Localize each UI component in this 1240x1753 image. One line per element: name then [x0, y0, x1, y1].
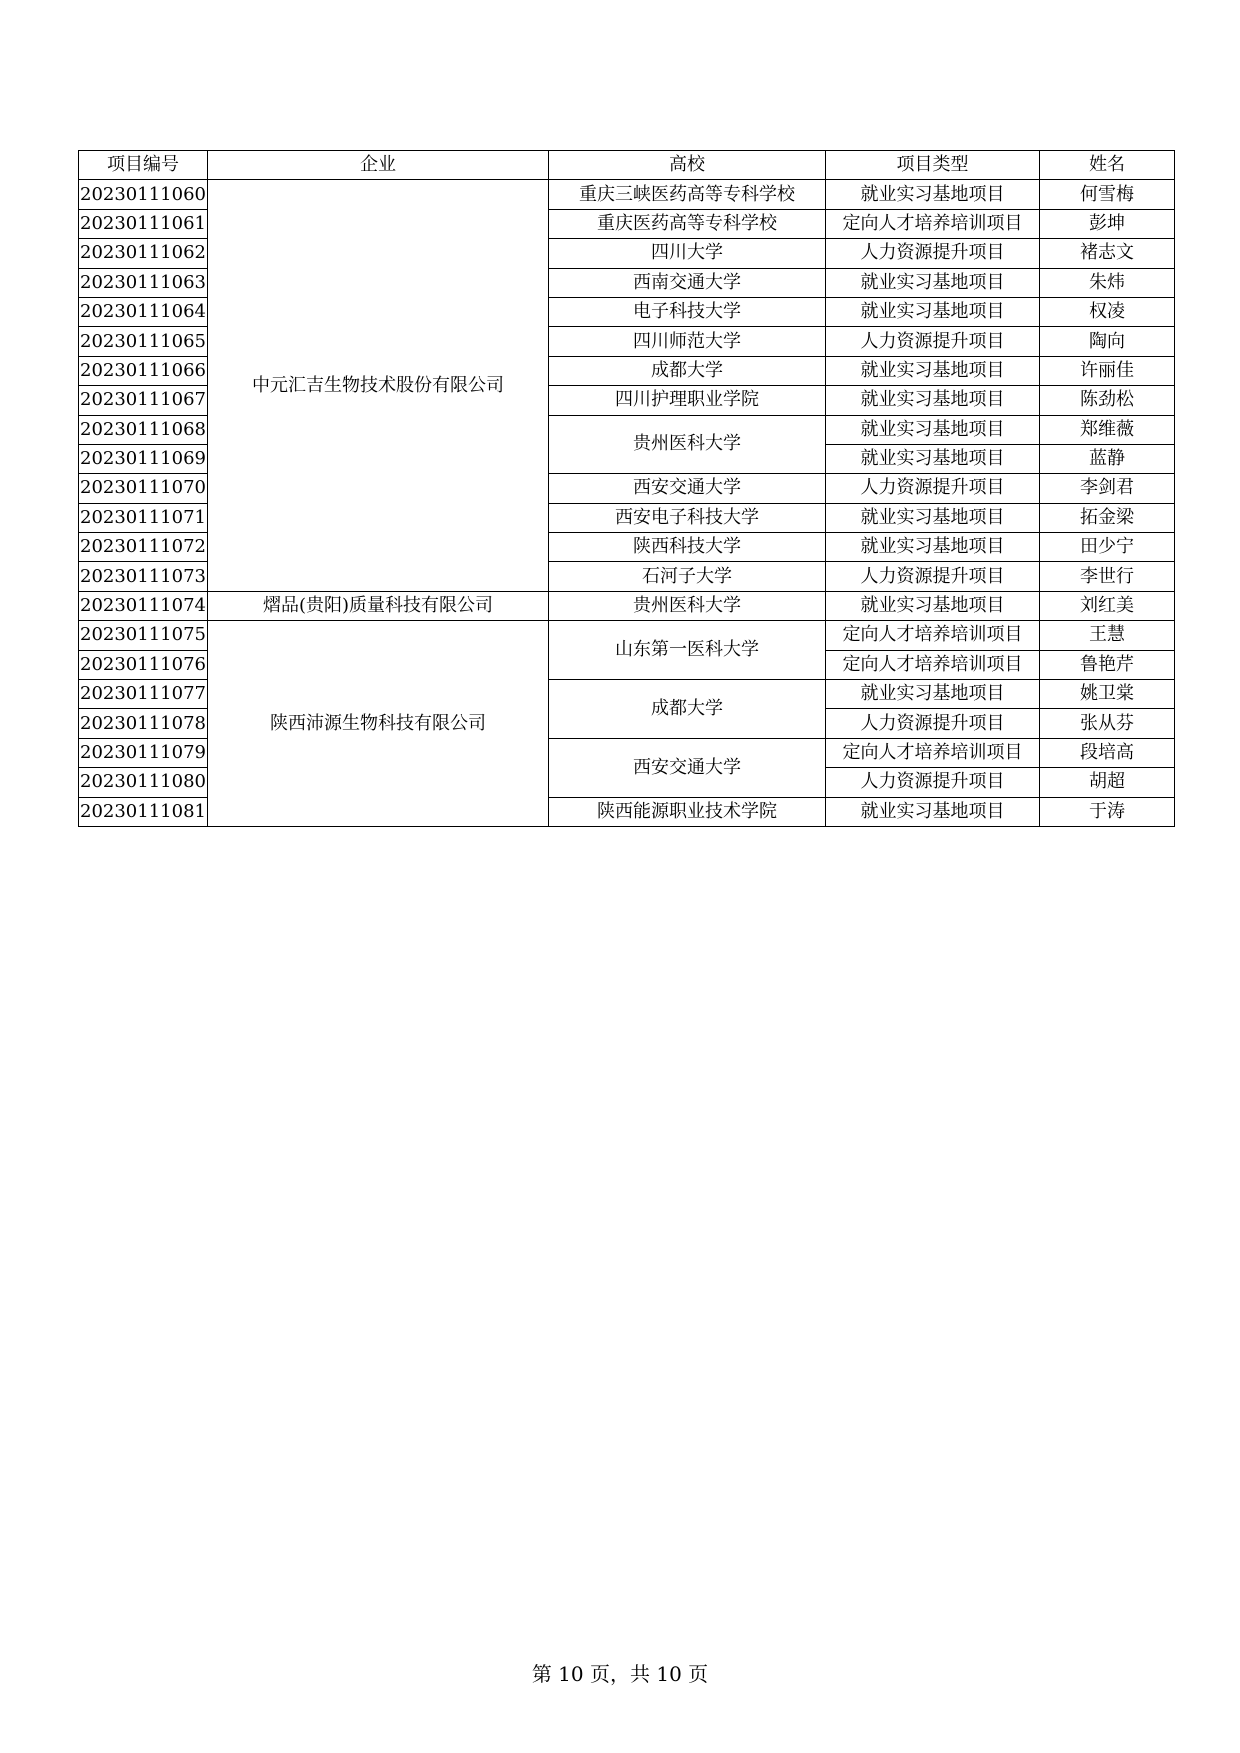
person-name-cell: 鲁艳芹 — [1040, 650, 1175, 679]
project-id-cell: 20230111062 — [79, 239, 208, 268]
project-id-cell: 20230111077 — [79, 680, 208, 709]
project-type-cell: 就业实习基地项目 — [826, 797, 1040, 826]
project-id-cell: 20230111065 — [79, 327, 208, 356]
person-name-cell: 田少宁 — [1040, 533, 1175, 562]
person-name-cell: 李剑君 — [1040, 474, 1175, 503]
project-type-cell: 就业实习基地项目 — [826, 680, 1040, 709]
school-cell: 山东第一医科大学 — [549, 621, 826, 680]
project-id-cell: 20230111074 — [79, 591, 208, 620]
project-type-cell: 定向人才培养培训项目 — [826, 209, 1040, 238]
project-id-cell: 20230111064 — [79, 297, 208, 326]
project-type-cell: 就业实习基地项目 — [826, 533, 1040, 562]
school-cell: 西安交通大学 — [549, 738, 826, 797]
school-cell: 贵州医科大学 — [549, 415, 826, 474]
school-cell: 陕西科技大学 — [549, 533, 826, 562]
project-type-cell: 人力资源提升项目 — [826, 474, 1040, 503]
project-table — [78, 150, 1175, 827]
person-name-cell: 权凌 — [1040, 297, 1175, 326]
project-type-cell: 就业实习基地项目 — [826, 180, 1040, 209]
school-cell: 四川大学 — [549, 239, 826, 268]
project-type-cell: 人力资源提升项目 — [826, 327, 1040, 356]
table-body — [79, 180, 1175, 827]
project-id-cell: 20230111060 — [79, 180, 208, 209]
project-type-cell: 定向人才培养培训项目 — [826, 738, 1040, 767]
project-id-cell: 20230111061 — [79, 209, 208, 238]
school-cell: 西安电子科技大学 — [549, 503, 826, 532]
project-id-cell: 20230111079 — [79, 738, 208, 767]
project-id-cell: 20230111063 — [79, 268, 208, 297]
table-row — [79, 621, 1175, 650]
table-row — [79, 591, 1175, 620]
school-cell: 电子科技大学 — [549, 297, 826, 326]
school-cell: 成都大学 — [549, 356, 826, 385]
person-name-cell: 陶向 — [1040, 327, 1175, 356]
person-name-cell: 朱炜 — [1040, 268, 1175, 297]
project-id-cell: 20230111081 — [79, 797, 208, 826]
project-id-cell: 20230111076 — [79, 650, 208, 679]
person-name-cell: 于涛 — [1040, 797, 1175, 826]
project-id-cell: 20230111078 — [79, 709, 208, 738]
person-name-cell: 胡超 — [1040, 768, 1175, 797]
person-name-cell: 姚卫棠 — [1040, 680, 1175, 709]
school-cell: 贵州医科大学 — [549, 591, 826, 620]
company-cell: 陕西沛源生物科技有限公司 — [208, 621, 549, 827]
project-type-cell: 就业实习基地项目 — [826, 444, 1040, 473]
header-project-id: 项目编号 — [79, 151, 208, 180]
person-name-cell: 许丽佳 — [1040, 356, 1175, 385]
header-company: 企业 — [208, 151, 549, 180]
project-type-cell: 人力资源提升项目 — [826, 709, 1040, 738]
project-type-cell: 就业实习基地项目 — [826, 356, 1040, 385]
school-cell: 四川护理职业学院 — [549, 386, 826, 415]
person-name-cell: 张从芬 — [1040, 709, 1175, 738]
person-name-cell: 刘红美 — [1040, 591, 1175, 620]
project-id-cell: 20230111072 — [79, 533, 208, 562]
project-type-cell: 就业实习基地项目 — [826, 386, 1040, 415]
header-name: 姓名 — [1040, 151, 1175, 180]
project-id-cell: 20230111070 — [79, 474, 208, 503]
project-id-cell: 20230111071 — [79, 503, 208, 532]
person-name-cell: 彭坤 — [1040, 209, 1175, 238]
person-name-cell: 王慧 — [1040, 621, 1175, 650]
school-cell: 成都大学 — [549, 680, 826, 739]
person-name-cell: 蓝静 — [1040, 444, 1175, 473]
project-type-cell: 人力资源提升项目 — [826, 562, 1040, 591]
project-type-cell: 人力资源提升项目 — [826, 239, 1040, 268]
project-type-cell: 就业实习基地项目 — [826, 297, 1040, 326]
project-type-cell: 人力资源提升项目 — [826, 768, 1040, 797]
table-header — [79, 151, 1175, 180]
project-id-cell: 20230111080 — [79, 768, 208, 797]
project-type-cell: 就业实习基地项目 — [826, 268, 1040, 297]
project-type-cell: 就业实习基地项目 — [826, 415, 1040, 444]
table-row — [79, 180, 1175, 209]
project-id-cell: 20230111066 — [79, 356, 208, 385]
school-cell: 西南交通大学 — [549, 268, 826, 297]
school-cell: 石河子大学 — [549, 562, 826, 591]
page-footer: 第 10 页，共 10 页 — [531, 1662, 709, 1686]
person-name-cell: 何雪梅 — [1040, 180, 1175, 209]
school-cell: 陕西能源职业技术学院 — [549, 797, 826, 826]
project-id-cell: 20230111067 — [79, 386, 208, 415]
project-type-cell: 定向人才培养培训项目 — [826, 650, 1040, 679]
person-name-cell: 李世行 — [1040, 562, 1175, 591]
header-school: 高校 — [549, 151, 826, 180]
project-id-cell: 20230111068 — [79, 415, 208, 444]
header-project-type: 项目类型 — [826, 151, 1040, 180]
project-id-cell: 20230111073 — [79, 562, 208, 591]
person-name-cell: 郑维薇 — [1040, 415, 1175, 444]
person-name-cell: 陈劲松 — [1040, 386, 1175, 415]
header-row — [79, 151, 1175, 180]
person-name-cell: 拓金梁 — [1040, 503, 1175, 532]
school-cell: 四川师范大学 — [549, 327, 826, 356]
project-type-cell: 定向人才培养培训项目 — [826, 621, 1040, 650]
person-name-cell: 褚志文 — [1040, 239, 1175, 268]
project-type-cell: 就业实习基地项目 — [826, 591, 1040, 620]
school-cell: 西安交通大学 — [549, 474, 826, 503]
person-name-cell: 段培高 — [1040, 738, 1175, 767]
company-cell: 熠品(贵阳)质量科技有限公司 — [208, 591, 549, 620]
school-cell: 重庆医药高等专科学校 — [549, 209, 826, 238]
project-id-cell: 20230111069 — [79, 444, 208, 473]
company-cell: 中元汇吉生物技术股份有限公司 — [208, 180, 549, 591]
school-cell: 重庆三峡医药高等专科学校 — [549, 180, 826, 209]
project-id-cell: 20230111075 — [79, 621, 208, 650]
project-type-cell: 就业实习基地项目 — [826, 503, 1040, 532]
